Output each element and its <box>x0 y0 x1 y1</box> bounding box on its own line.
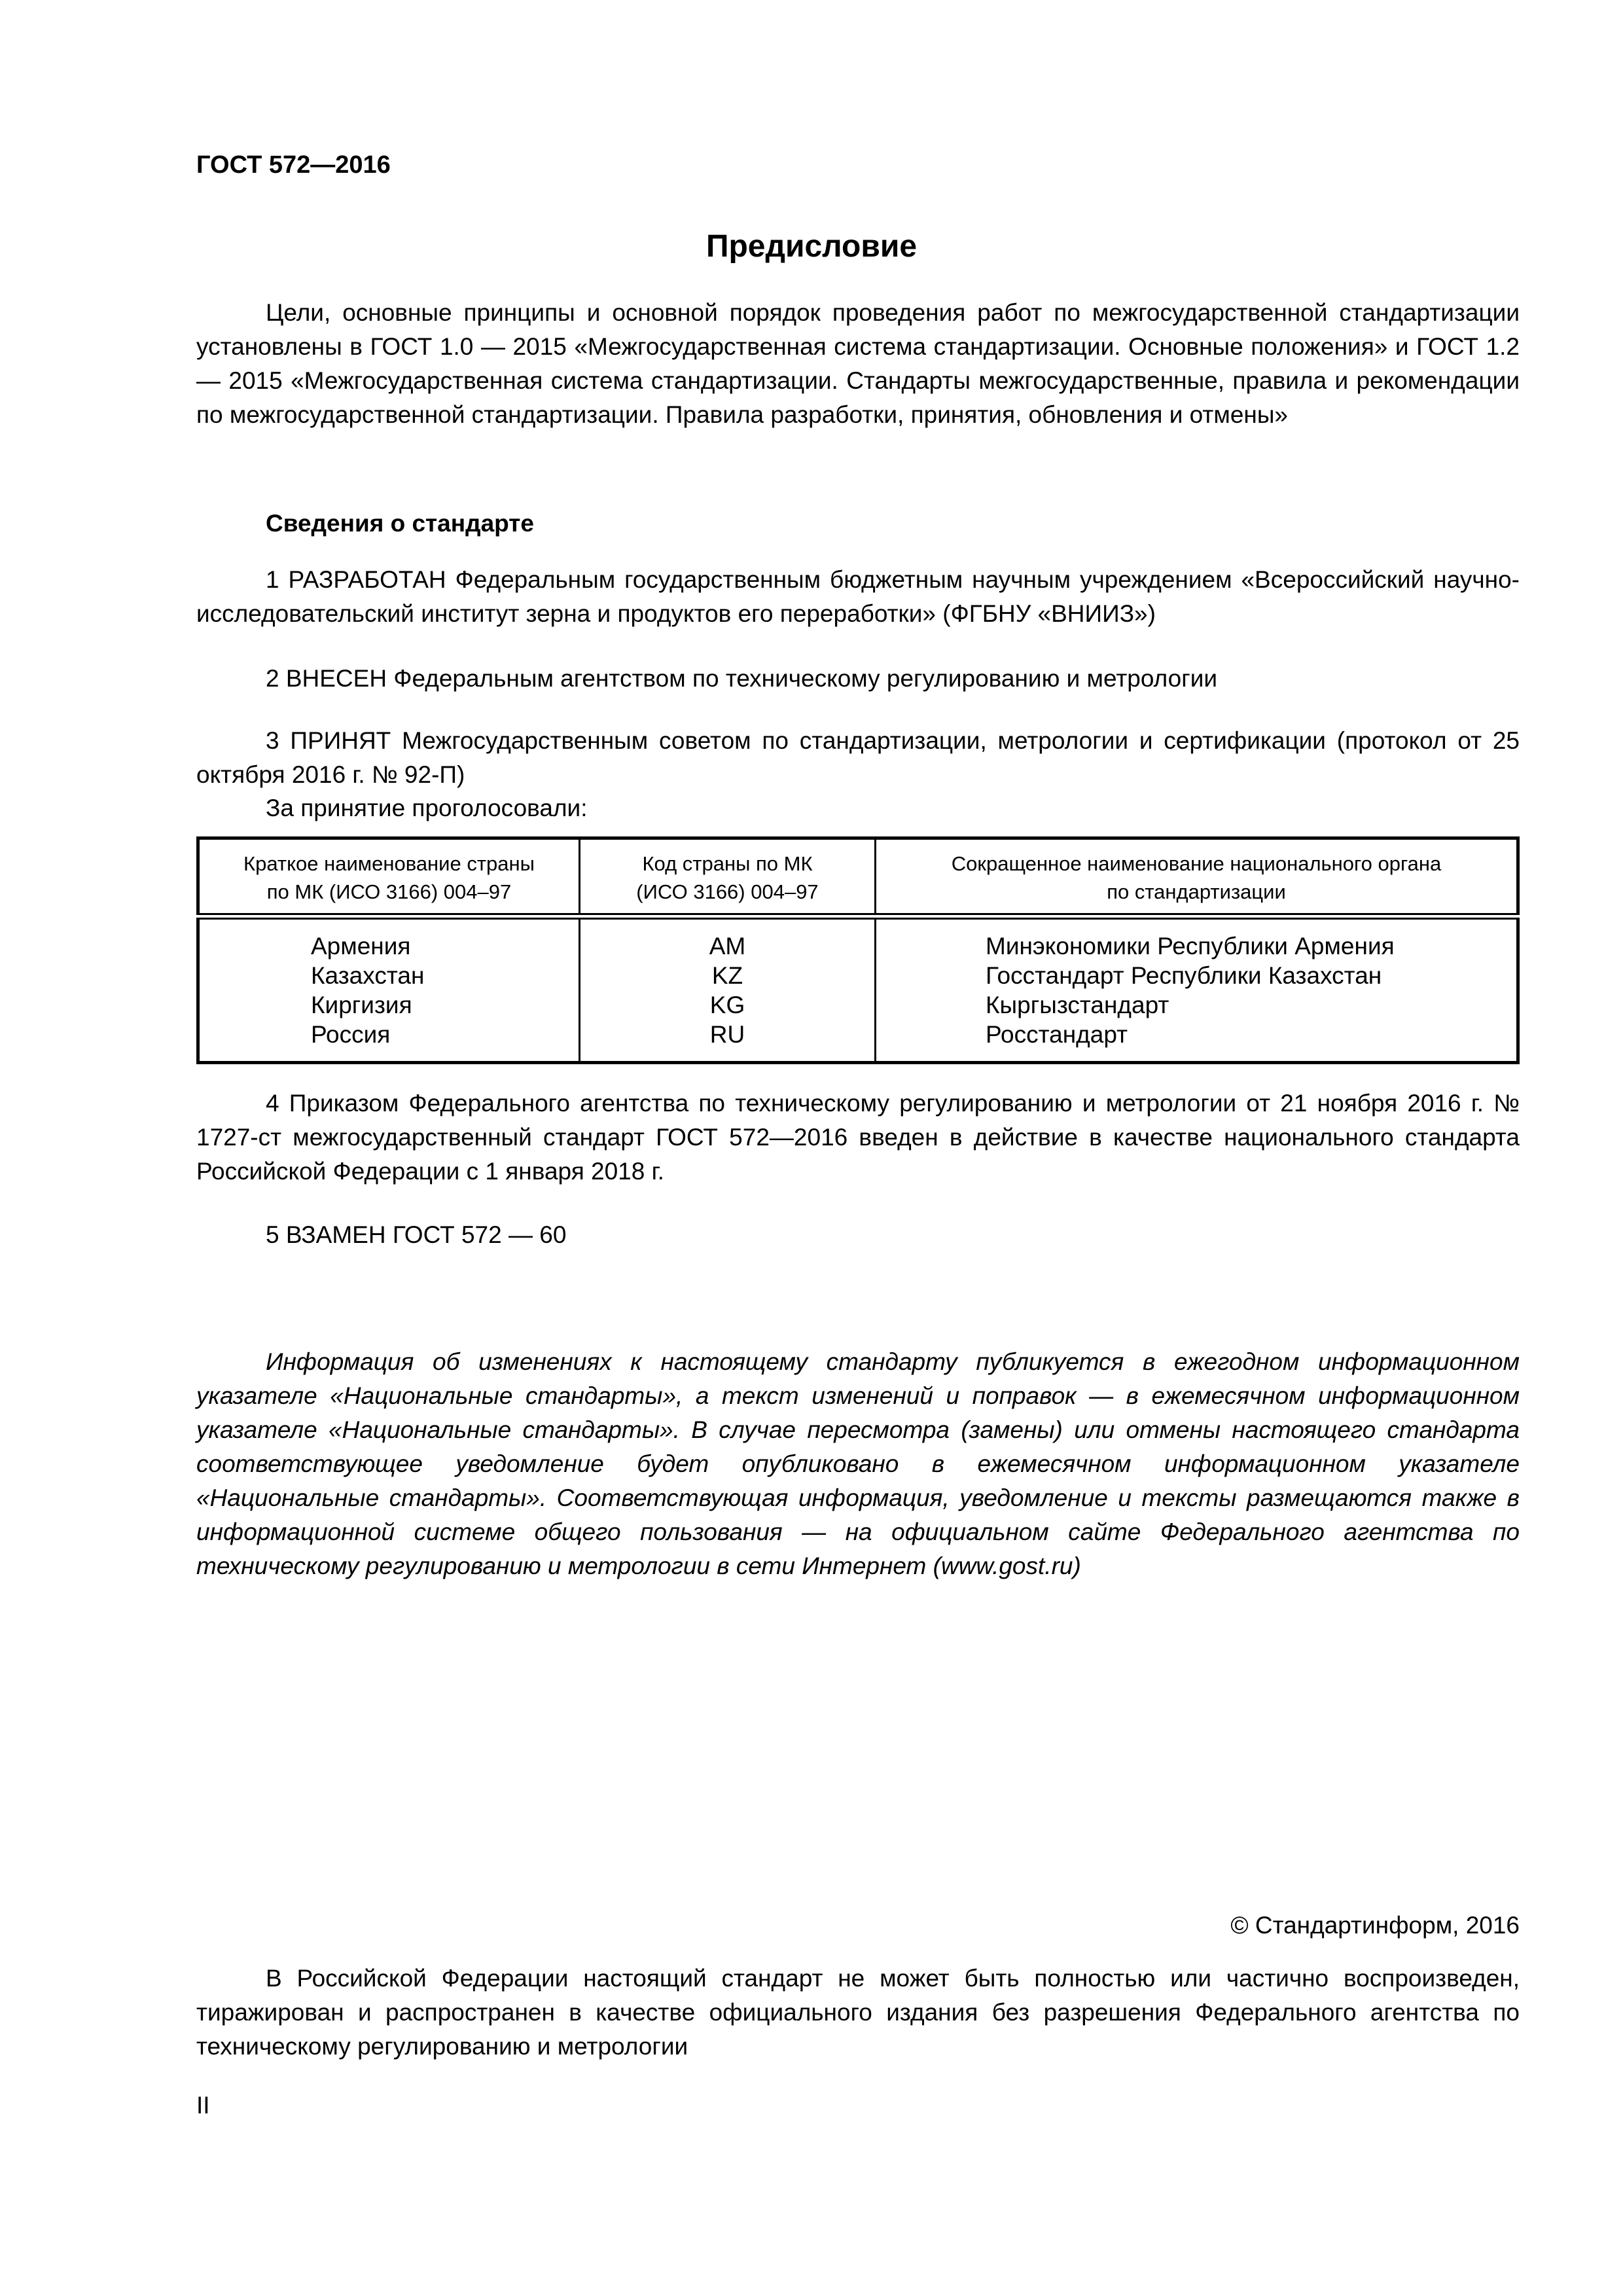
header-line: по стандартизации <box>1107 880 1286 903</box>
changes-note: Информация об изменениях к настоящему стандарту публикуется в ежегодном информационном указателе «Национальные стандарты», а текст изменений и поправок — в ежемесячном информационном указателе «Национальные стандарты». В случае пересмотра (замены) или отмены настоящего стандарта соответствующее уведомление будет опубликовано в ежемесячном информационном указателе «Национальные стандарты». Соответствующая информация, уведомление и тексты размещаются также в информационной системе общего пользования — на официальном сайте Федерального агентства по техническому регулированию и метрологии в сети Интернет (www.gost.ru) <box>196 1348 1520 1579</box>
voting-countries-table <box>196 836 1520 1064</box>
item-adopted: 3 ПРИНЯТ Межгосударственным советом по стандартизации, метрологии и сертификации (протокол от 25 октября 2016 г. № 92-П) <box>196 727 1520 788</box>
country-name-column <box>198 916 580 1063</box>
table-cell: RU <box>709 1021 745 1048</box>
header-country-name <box>198 838 580 917</box>
national-body-column <box>876 916 1518 1063</box>
table-cell: Кыргызстандарт <box>986 992 1169 1018</box>
info-heading: Сведения о стандарте <box>266 510 534 537</box>
item-replaces: 5 ВЗАМЕН ГОСТ 572 — 60 <box>266 1221 567 1248</box>
intro-paragraph: Цели, основные принципы и основной порядок проведения работ по межгосударственной стандартизации установлены в ГОСТ 1.0 — 2015 «Межгосударственная система стандартизации. Основные положения» и ГОСТ 1.2 — 2015 «Межгосударственная система стандартизации. Стандарты межгосударственные, правила и рекомендации по межгосударственной стандартизации. Правила разработки, принятия, обновления и отмены» <box>196 299 1520 428</box>
table-cell: Госстандарт Республики Казахстан <box>986 962 1382 989</box>
item-developed: 1 РАЗРАБОТАН Федеральным государственным бюджетным научным учреждением «Всероссийский научно-исследовательский институт зерна и продуктов его переработки» (ФГБНУ «ВНИИЗ») <box>196 566 1520 627</box>
header-line: Краткое наименование страны <box>243 852 535 875</box>
table-cell: Россия <box>311 1021 391 1048</box>
item-submitted: 2 ВНЕСЕН Федеральным агентством по техническому регулированию и метрологии <box>266 665 1218 692</box>
rights-notice: В Российской Федерации настоящий стандарт не может быть полностью или частично воспроизведен, тиражирован и распространен в качестве официального издания без разрешения Федерального агентства по техническому регулированию и метрологии <box>196 1965 1520 2060</box>
header-national-body <box>876 838 1518 917</box>
header-line: Код страны по МК <box>642 852 813 875</box>
voted-label: За принятие проголосовали: <box>266 795 588 821</box>
table-cell: Киргизия <box>311 992 412 1018</box>
table-body <box>198 916 1518 1063</box>
document-code: ГОСТ 572—2016 <box>196 151 391 179</box>
country-code-column <box>580 916 876 1063</box>
header-line: Сокращенное наименование национального органа <box>951 852 1442 875</box>
page-title: Предисловие <box>705 229 918 264</box>
header-country-code <box>580 838 876 917</box>
table-header-row <box>198 838 1518 917</box>
header-line: (ИСО 3166) 004–97 <box>636 880 819 903</box>
item-enacted: 4 Приказом Федерального агентства по техническому регулированию и метрологии от 21 ноября 2016 г. № 1727-ст межгосударственный стандарт ГОСТ 572—2016 введен в действие в качестве национального стандарта Российской Федерации с 1 января 2018 г. <box>196 1090 1520 1185</box>
copyright: © Стандартинформ, 2016 <box>1230 1912 1520 1939</box>
table-cell: Армения <box>311 933 411 960</box>
table-cell: KZ <box>711 962 743 989</box>
table-cell: AM <box>709 933 746 960</box>
page-number: II <box>196 2092 210 2119</box>
table-cell: Минэкономики Республики Армения <box>986 933 1395 960</box>
table-cell: Казахстан <box>311 962 425 989</box>
table-cell: Росстандарт <box>986 1021 1128 1048</box>
table-cell: KG <box>709 992 745 1018</box>
header-line: по МК (ИСО 3166) 004–97 <box>266 880 512 903</box>
